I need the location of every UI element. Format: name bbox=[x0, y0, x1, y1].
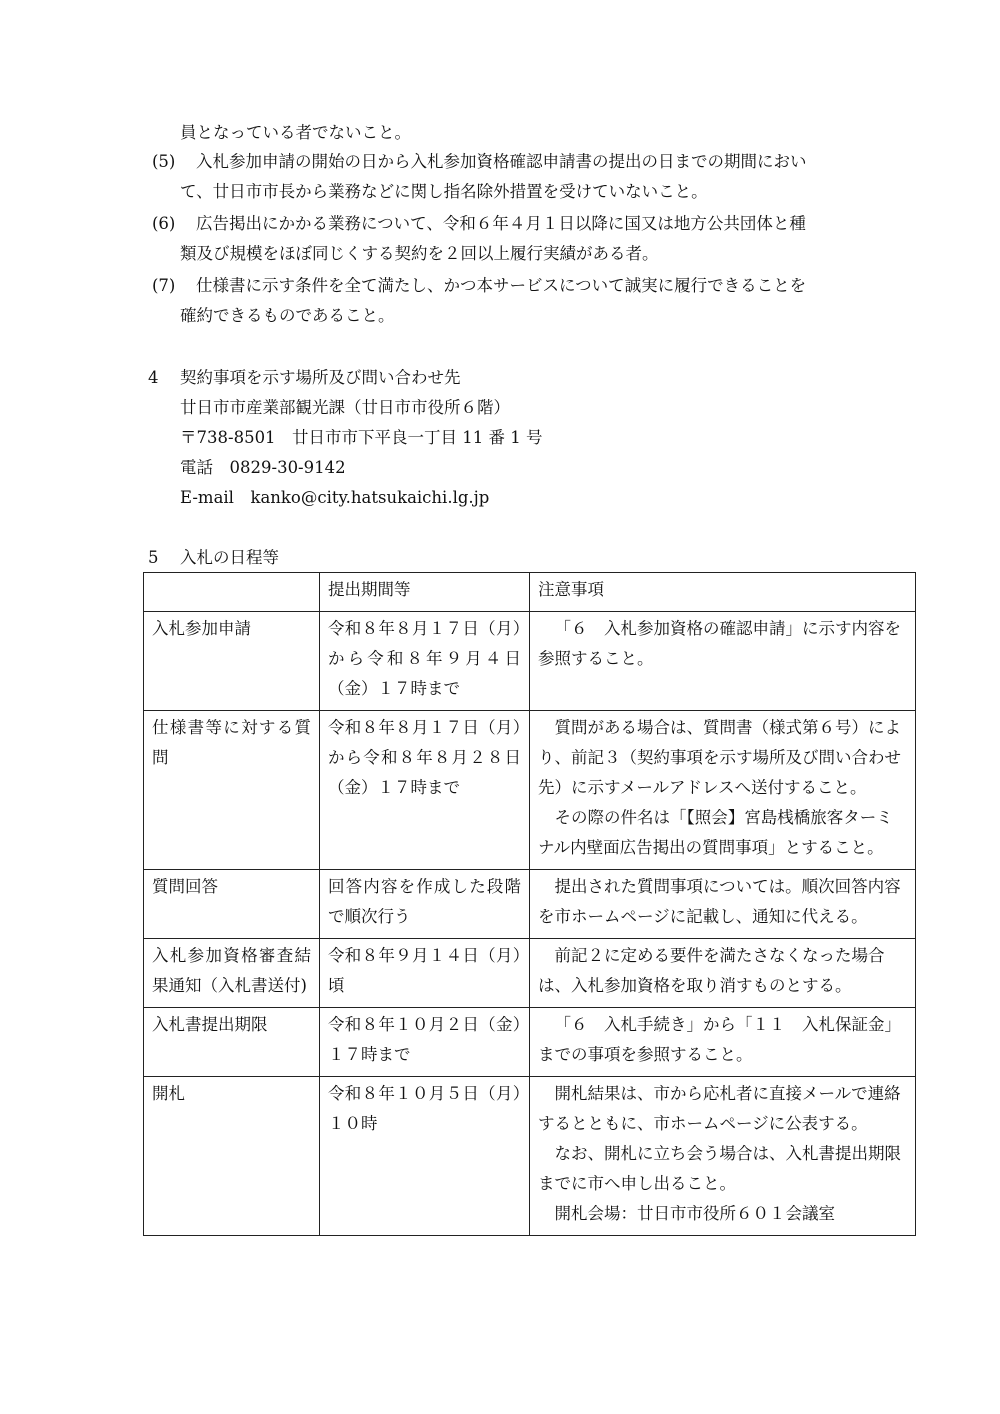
contact-email[interactable]: E-mail kanko@city.hatsukaichi.lg.jp bbox=[180, 488, 490, 507]
period-cell: 令和８年８月１７日（月）から令和８年８月２８日（金）１７時まで bbox=[320, 711, 530, 870]
item-cell: 開札 bbox=[144, 1077, 320, 1236]
notes-cell bbox=[530, 1077, 916, 1236]
note-paragraph: その際の件名は「【照会】宮島桟橋旅客ターミナル内壁面広告掲出の質問事項」とすること。 bbox=[538, 808, 893, 857]
period-cell: 回答内容を作成した段階で順次行う bbox=[320, 870, 530, 939]
note-paragraph: 前記２に定める要件を満たさなくなった場合は、入札参加資格を取り消すものとする。 bbox=[538, 946, 885, 995]
header-cell-item bbox=[144, 573, 320, 612]
item-cell: 入札参加申請 bbox=[144, 612, 320, 711]
notes-cell bbox=[530, 870, 916, 939]
item-cell: 仕様書等に対する質問 bbox=[144, 711, 320, 870]
table-row bbox=[144, 612, 916, 711]
period-cell: 令和８年１０月２日（金）１７時まで bbox=[320, 1008, 530, 1077]
table-row bbox=[144, 939, 916, 1008]
item-cell: 入札書提出期限 bbox=[144, 1008, 320, 1077]
note-paragraph: 質問がある場合は、質問書（様式第６号）により、前記３（契約事項を示す場所及び問い合わせ先）に示すメールアドレスへ送付すること。 bbox=[538, 718, 901, 797]
period-cell: 令和８年１０月５日（月）１０時 bbox=[320, 1077, 530, 1236]
condition-text-line2: 類及び規模をほぼ同じくする契約を２回以上履行実績がある者。 bbox=[180, 244, 659, 263]
notes-cell bbox=[530, 939, 916, 1008]
condition-text-line2: て、廿日市市長から業務などに関し指名除外措置を受けていないこと。 bbox=[180, 182, 708, 201]
condition-text-line2: 確約できるものであること。 bbox=[180, 306, 395, 325]
schedule-table bbox=[143, 572, 916, 1236]
table-row bbox=[144, 1077, 916, 1236]
condition-text-line1: 広告掲出にかかる業務について、令和６年４月１日以降に国又は地方公共団体と種 bbox=[196, 214, 806, 233]
condition-text-line1: 入札参加申請の開始の日から入札参加資格確認申請書の提出の日までの期間におい bbox=[196, 152, 807, 171]
notes-cell bbox=[530, 1008, 916, 1077]
item-cell: 質問回答 bbox=[144, 870, 320, 939]
section-5-heading: 入札の日程等 bbox=[180, 548, 279, 567]
note-paragraph: 開札会場：廿日市市役所６０１会議室 bbox=[554, 1204, 835, 1223]
condition-number: (5) bbox=[152, 152, 176, 171]
note-paragraph: 開札結果は、市から応札者に直接メールで連絡するとともに、市ホームページに公表する。 bbox=[538, 1084, 901, 1133]
header-cell-notes: 注意事項 bbox=[530, 573, 916, 612]
table-row bbox=[144, 711, 916, 870]
note-paragraph: 「６ 入札参加資格の確認申請」に示す内容を参照すること。 bbox=[538, 619, 901, 668]
period-cell: 令和８年８月１７日（月）から令和８年９月４日（金）１７時まで bbox=[320, 612, 530, 711]
table-row bbox=[144, 1008, 916, 1077]
table-header-row bbox=[144, 573, 916, 612]
note-paragraph: なお、開札に立ち会う場合は、入札書提出期限までに市へ申し出ること。 bbox=[538, 1144, 901, 1193]
table-row bbox=[144, 870, 916, 939]
condition-number: (7) bbox=[152, 276, 176, 295]
section-4-heading: 契約事項を示す場所及び問い合わせ先 bbox=[180, 368, 461, 387]
note-paragraph: 提出された質問事項については。順次回答内容を市ホームページに記載し、通知に代える。 bbox=[538, 877, 901, 926]
note-paragraph: 「６ 入札手続き」から「１１ 入札保証金」までの事項を参照すること。 bbox=[538, 1015, 901, 1064]
intro-tail-text: 員となっている者でないこと。 bbox=[180, 123, 411, 142]
contact-address: 〒738-8501 廿日市市下平良一丁目 11 番 1 号 bbox=[180, 428, 543, 447]
notes-cell bbox=[530, 711, 916, 870]
section-5-number: 5 bbox=[148, 548, 159, 567]
period-cell: 令和８年９月１４日（月）頃 bbox=[320, 939, 530, 1008]
condition-text-line1: 仕様書に示す条件を全て満たし、かつ本サービスについて誠実に履行できることを bbox=[196, 276, 807, 295]
contact-phone: 電話 0829-30-9142 bbox=[180, 458, 346, 477]
section-4-number: 4 bbox=[148, 368, 159, 387]
condition-number: (6) bbox=[152, 214, 176, 233]
header-cell-period: 提出期間等 bbox=[320, 573, 530, 612]
contact-office: 廿日市市産業部観光課（廿日市市役所６階） bbox=[180, 398, 510, 417]
notes-cell bbox=[530, 612, 916, 711]
item-cell: 入札参加資格審査結果通知（入札書送付) bbox=[144, 939, 320, 1008]
